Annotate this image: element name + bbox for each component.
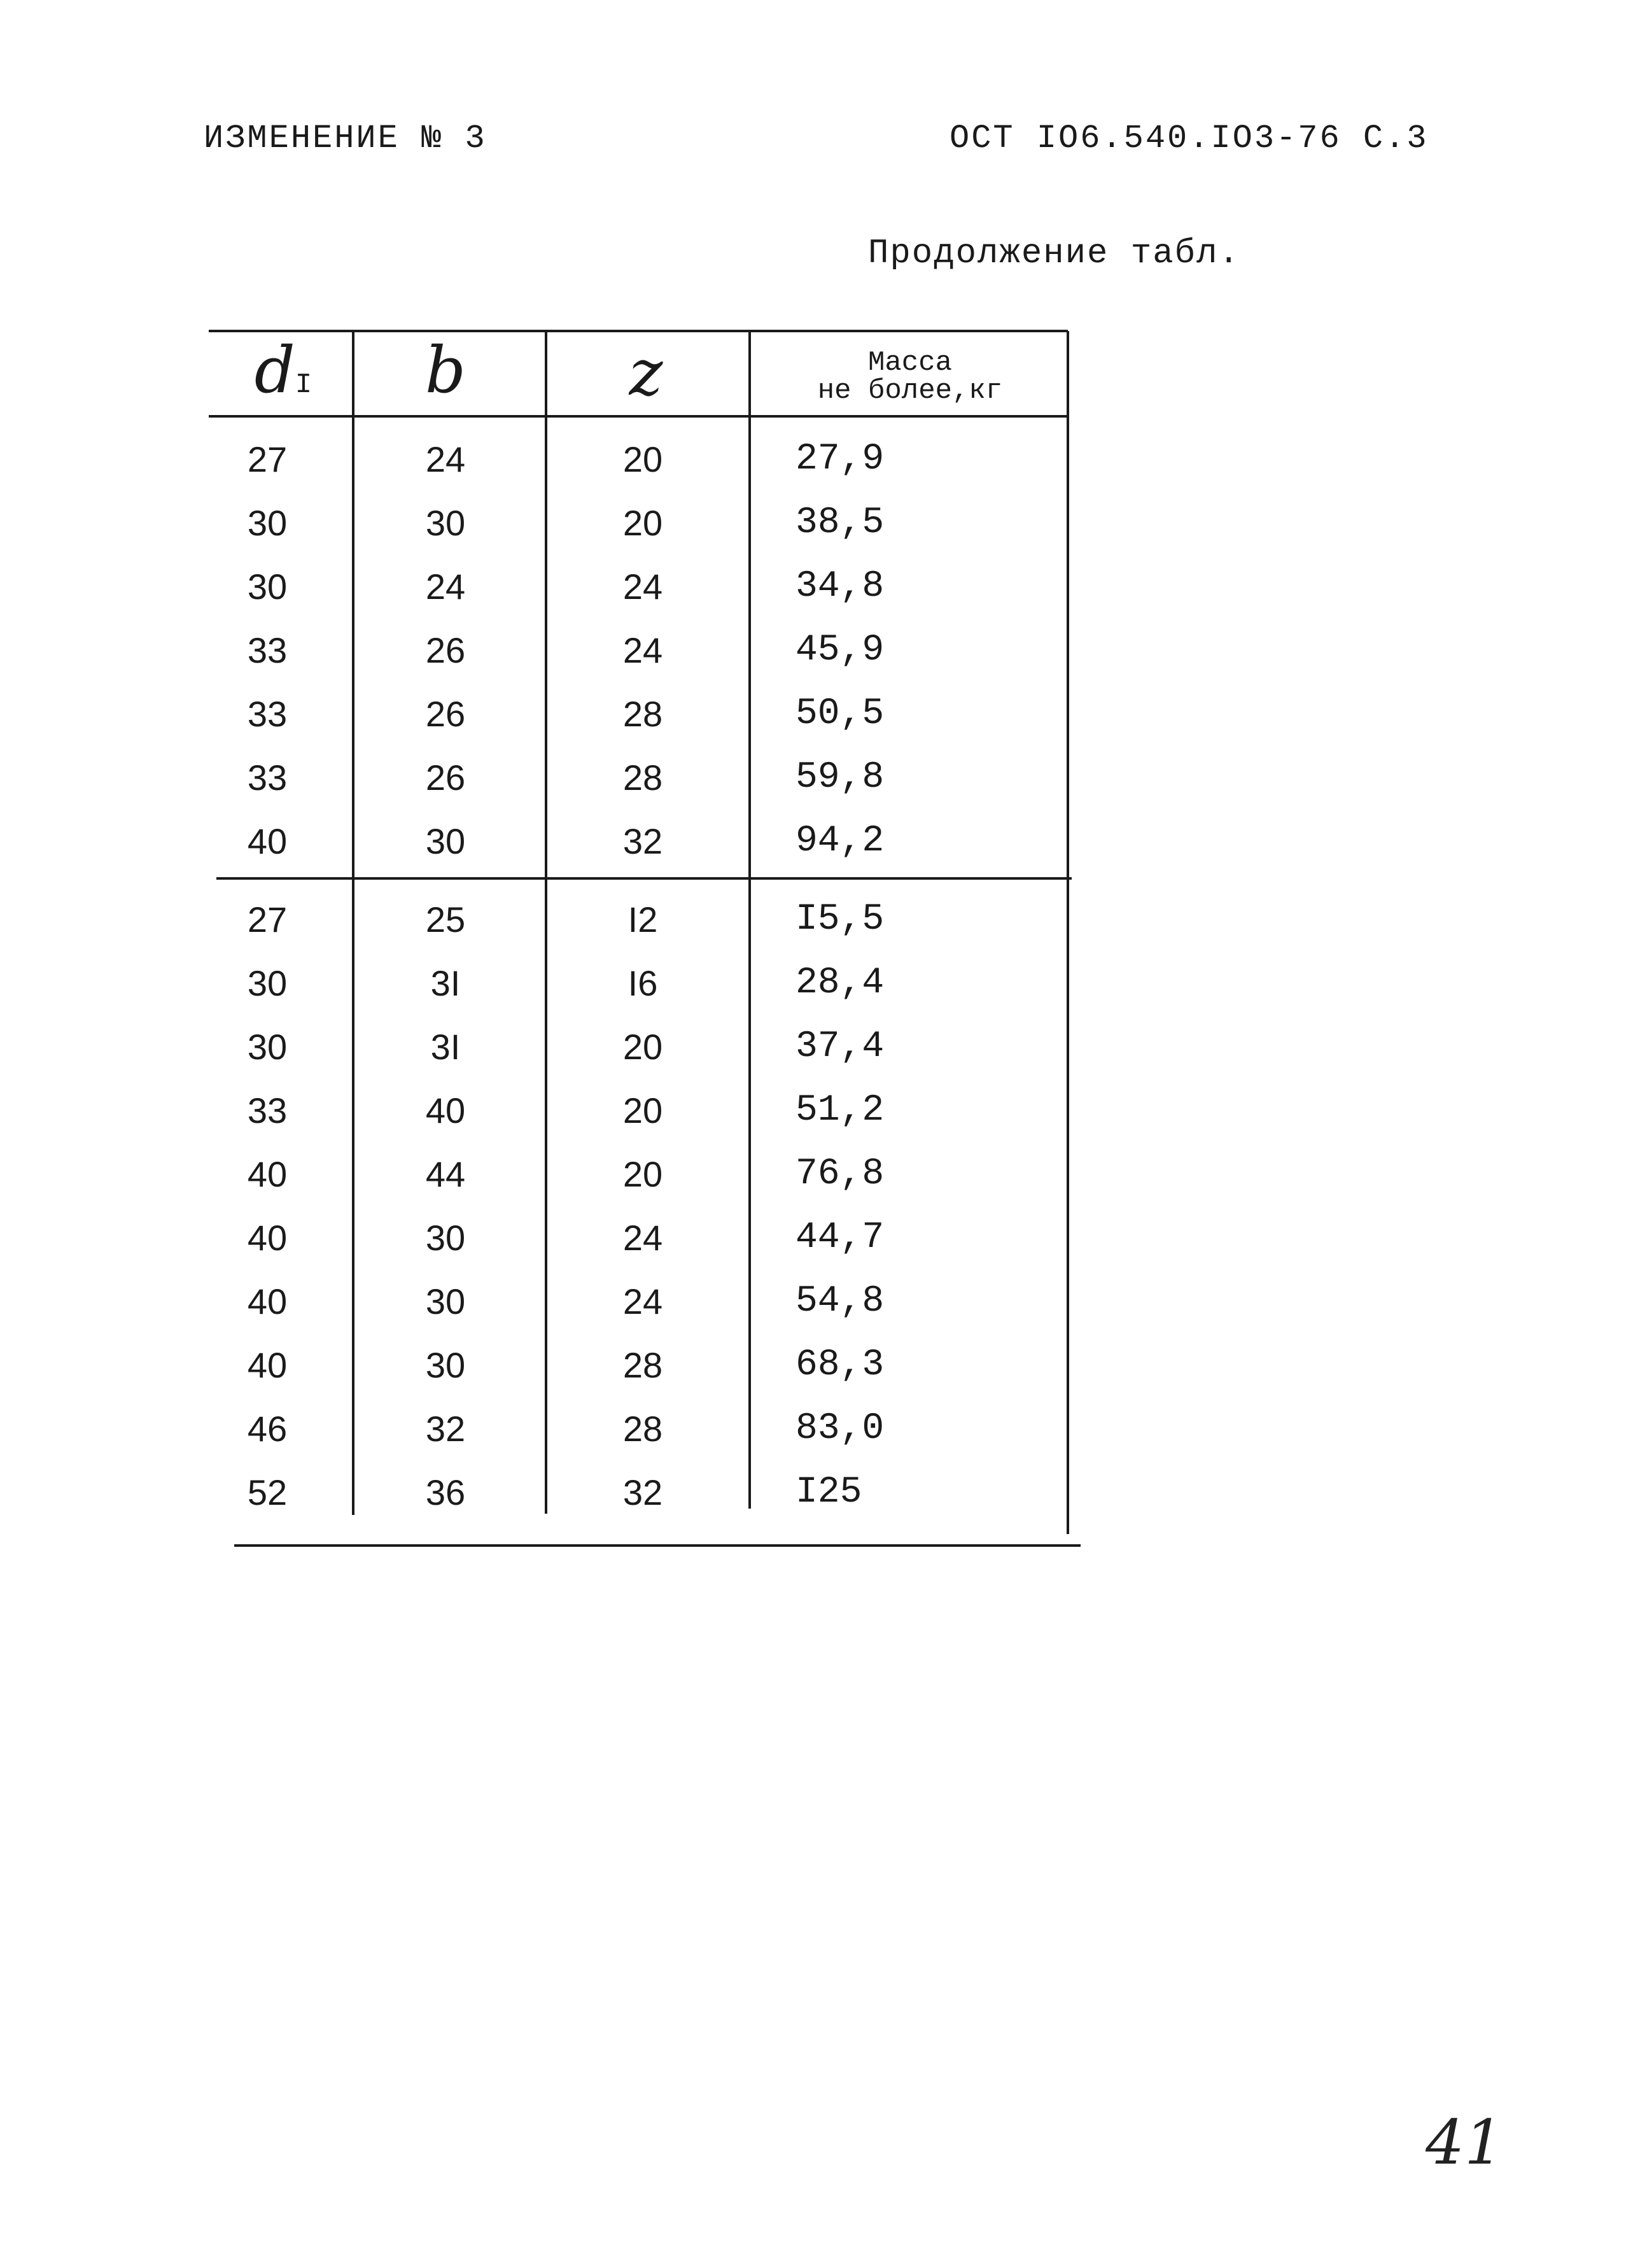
cell-z: 28 <box>622 757 663 798</box>
table-right-border <box>1067 331 1069 1534</box>
column-header-d1-letter: d <box>254 333 295 407</box>
cell-mass: 59,8 <box>795 757 885 798</box>
cell-d1: 30 <box>247 963 288 1003</box>
cell-b: 3I <box>430 963 461 1003</box>
cell-mass: I5,5 <box>795 899 885 940</box>
cell-b: 40 <box>425 1090 466 1130</box>
cell-z: 20 <box>622 503 663 543</box>
cell-z: 20 <box>622 439 663 479</box>
cell-mass: 83,0 <box>795 1408 885 1449</box>
cell-mass: 54,8 <box>795 1281 885 1322</box>
cell-d1: 33 <box>247 694 288 734</box>
cell-mass: 68,3 <box>795 1344 885 1386</box>
cell-d1: 40 <box>247 821 288 861</box>
cell-b: 24 <box>425 567 466 607</box>
cell-b: 36 <box>425 1472 466 1512</box>
cell-b: 26 <box>425 694 466 734</box>
cell-mass: 44,7 <box>795 1217 885 1258</box>
cell-mass: 34,8 <box>795 566 885 607</box>
table-bottom-border <box>234 1544 1081 1547</box>
cell-b: 26 <box>425 630 466 670</box>
group-divider <box>216 877 1072 880</box>
cell-b: 26 <box>425 757 466 798</box>
cell-b: 30 <box>425 1218 466 1258</box>
cell-d1: 40 <box>247 1218 288 1258</box>
cell-b: 32 <box>425 1409 466 1449</box>
cell-z: I2 <box>627 899 658 940</box>
cell-d1: 40 <box>247 1281 288 1321</box>
cell-z: 24 <box>622 630 663 670</box>
column-divider-2 <box>545 331 547 1514</box>
cell-z: 28 <box>622 694 663 734</box>
page-number: 41 <box>1426 2107 1504 2178</box>
cell-mass: 37,4 <box>795 1026 885 1067</box>
cell-mass: 27,9 <box>795 439 885 480</box>
cell-z: 24 <box>622 567 663 607</box>
cell-b: 24 <box>425 439 466 479</box>
column-header-b: b <box>424 333 466 407</box>
standard-code: ОСТ IO6.540.IO3-76 С.3 <box>950 120 1429 157</box>
column-header-d1 <box>220 333 347 417</box>
column-header-d1-subscript: I <box>295 369 312 401</box>
cell-d1: 27 <box>247 439 288 479</box>
cell-d1: 30 <box>247 503 288 543</box>
cell-b: 30 <box>425 1281 466 1321</box>
cell-z: 20 <box>622 1090 663 1130</box>
table-top-border <box>209 330 1068 332</box>
cell-z: I6 <box>627 963 658 1003</box>
cell-mass: 94,2 <box>795 821 885 862</box>
cell-z: 24 <box>622 1218 663 1258</box>
column-header-z: z <box>629 335 663 410</box>
cell-d1: 40 <box>247 1345 288 1385</box>
cell-mass: 38,5 <box>795 502 885 544</box>
cell-mass: 28,4 <box>795 962 885 1004</box>
cell-d1: 33 <box>247 1090 288 1130</box>
cell-z: 20 <box>622 1027 663 1067</box>
cell-b: 25 <box>425 899 466 940</box>
cell-mass: 45,9 <box>795 630 885 671</box>
cell-b: 30 <box>425 1345 466 1385</box>
cell-z: 20 <box>622 1154 663 1194</box>
cell-d1: 33 <box>247 630 288 670</box>
cell-z: 28 <box>622 1345 663 1385</box>
cell-mass: 76,8 <box>795 1153 885 1195</box>
cell-b: 30 <box>425 503 466 543</box>
cell-z: 24 <box>622 1281 663 1321</box>
table-continuation-label: Продолжение табл. <box>868 234 1240 273</box>
column-header-mass <box>757 349 1063 405</box>
cell-mass: 51,2 <box>795 1090 885 1131</box>
cell-z: 28 <box>622 1409 663 1449</box>
cell-b: 30 <box>425 821 466 861</box>
column-header-mass-line2: не более,кг <box>817 375 1003 407</box>
cell-z: 32 <box>622 821 663 861</box>
cell-d1: 30 <box>247 567 288 607</box>
cell-d1: 46 <box>247 1409 288 1449</box>
cell-d1: 30 <box>247 1027 288 1067</box>
column-divider-3 <box>748 331 751 1509</box>
cell-d1: 52 <box>247 1472 288 1512</box>
cell-d1: 40 <box>247 1154 288 1194</box>
cell-d1: 27 <box>247 899 288 940</box>
amendment-header: ИЗМЕНЕНИЕ № 3 <box>204 120 487 157</box>
cell-b: 3I <box>430 1027 461 1067</box>
cell-d1: 33 <box>247 757 288 798</box>
cell-z: 32 <box>622 1472 663 1512</box>
cell-mass: I25 <box>795 1472 862 1513</box>
cell-b: 44 <box>425 1154 466 1194</box>
cell-mass: 50,5 <box>795 693 885 735</box>
column-header-mass-line1: Масса <box>867 347 953 379</box>
column-divider-1 <box>352 331 354 1515</box>
